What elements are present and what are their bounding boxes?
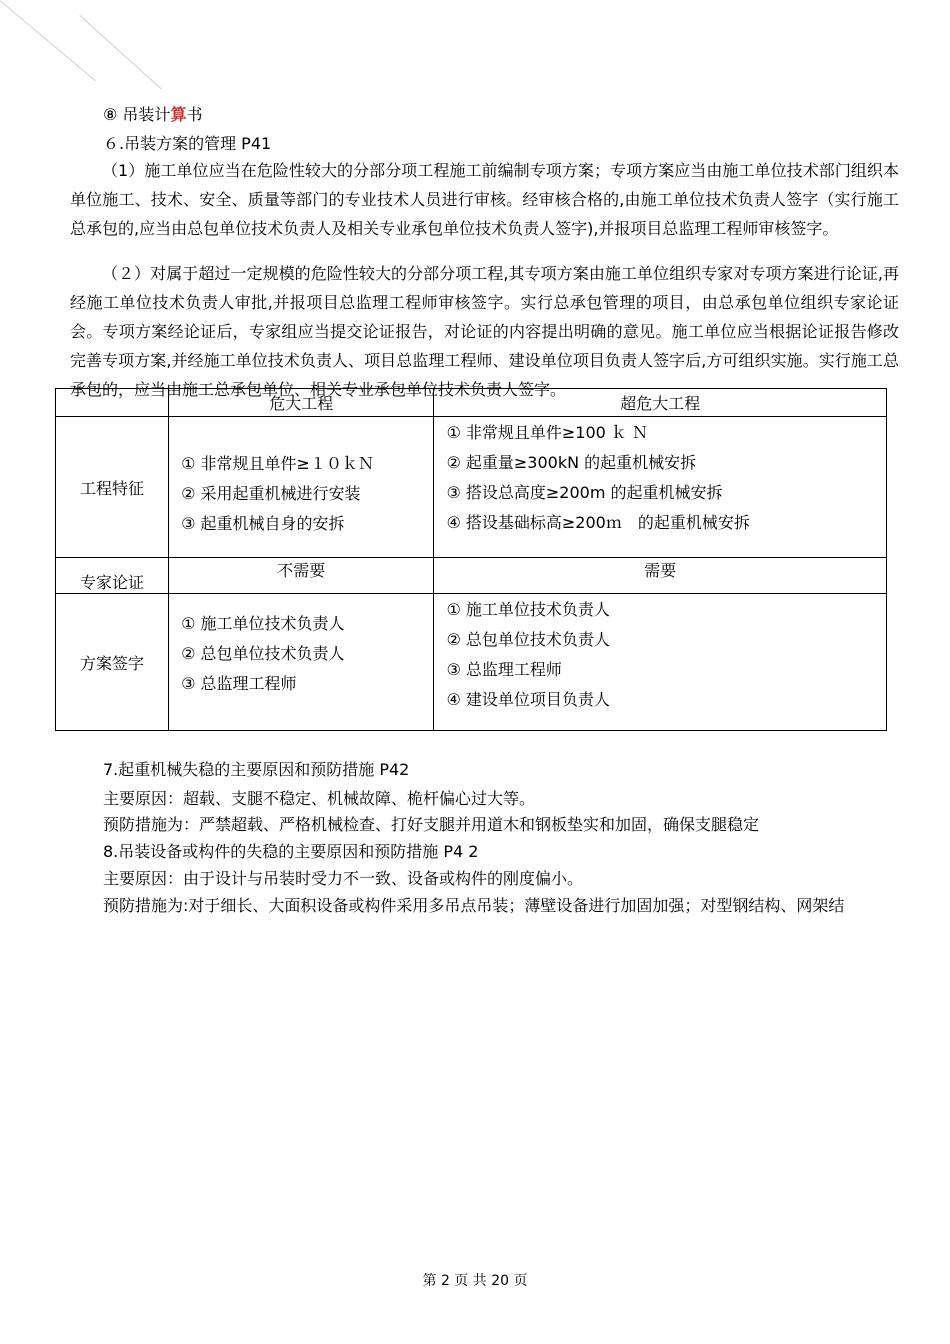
- table-cell: [434, 417, 887, 558]
- section-heading-6: ６.吊装方案的管理 P41: [103, 134, 272, 153]
- paragraph-2: （２）对属于超过一定规模的危险性较大的分部分项工程,其专项方案由施工单位组织专家对专项方案进行论证,再经施工单位技术负责人审批,并报项目总监理工程师审核签字。实行总承包管理的项目，由总承包单位组织专家论证会。专项方案经论证后，专家组应当提交论证报告，对论证的内容提出明确的意见。施工单位应当根据论证报告修改完善专项方案,并经施工单位技术负责人、项目总监理工程师、建设单位项目负责人签字后,方可组织实施。实行施工总承包的，应当由施工总承包单位、相关专业承包单位技术负责人签字。: [70, 264, 899, 399]
- list-item: ① 非常规且单件≥１０ｋＮ: [181, 454, 374, 473]
- row-label: 工程特征: [56, 417, 169, 558]
- list-item: ④ 建设单位项目负责人: [446, 690, 610, 709]
- table-cell: [434, 594, 887, 731]
- table-cell: 不需要: [169, 558, 434, 594]
- table-row: [56, 594, 887, 731]
- section-7-heading: 7.起重机械失稳的主要原因和预防措施 P42: [103, 760, 410, 779]
- list-item: ② 起重量≥300kN 的起重机械安拆: [446, 453, 697, 472]
- table-header-cell: 超危大工程: [434, 389, 887, 417]
- list-item: ③ 搭设总高度≥200m 的起重机械安拆: [446, 483, 723, 502]
- list-item: ① 施工单位技术负责人: [446, 600, 610, 619]
- table-header-cell: [56, 389, 169, 417]
- section-7-cause: 主要原因：超载、支腿不稳定、机械故障、桅杆偏心过大等。: [103, 789, 536, 808]
- table-cell: [169, 594, 434, 731]
- section-8-heading: 8.吊装设备或构件的失稳的主要原因和预防措施 P4 2: [103, 842, 479, 861]
- list-item: ① 非常规且单件≥100 ｋ Ｎ: [446, 423, 648, 442]
- table-header-row: [56, 389, 887, 417]
- page-footer: 第 2 页 共 20 页: [422, 1273, 528, 1289]
- comparison-table: [55, 388, 887, 731]
- table-row: [56, 558, 887, 594]
- list-item: ③ 总监理工程师: [446, 660, 562, 679]
- list-item: ② 总包单位技术负责人: [446, 630, 610, 649]
- list-item: ④ 搭设基础标高≥200ｍ 的起重机械安拆: [446, 513, 750, 532]
- list-item: ① 施工单位技术负责人: [181, 614, 345, 633]
- corner-decoration-line: [0, 0, 96, 81]
- paragraph-1: （1）施工单位应当在危险性较大的分部分项工程施工前编制专项方案；专项方案应当由施工单位技术部门组织本单位施工、技术、安全、质量等部门的专业技术人员进行审核。经审核合格的,由施工单位技术负责人签字（实行施工总承包的,应当由总包单位技术负责人及相关专业承包单位技术负责人签字),并报项目总监理工程师审核签字。: [70, 161, 899, 238]
- list-item: ② 总包单位技术负责人: [181, 644, 345, 663]
- table-header-cell: 危大工程: [169, 389, 434, 417]
- row-label: 方案签字: [56, 594, 169, 731]
- row-label: 专家论证: [56, 558, 169, 594]
- section-heading-8: ⑧ 吊装计算书: [103, 105, 203, 124]
- list-item: ② 采用起重机械进行安装: [181, 484, 361, 503]
- section-8-cause: 主要原因：由于设计与吊装时受力不一致、设备或构件的刚度偏小。: [103, 869, 584, 888]
- list-item: ③ 总监理工程师: [181, 674, 297, 693]
- table-row: [56, 417, 887, 558]
- list-item: ③ 起重机械自身的安拆: [181, 514, 345, 533]
- table-cell: 需要: [434, 558, 887, 594]
- section-8-prevention: 预防措施为:对于细长、大面积设备或构件采用多吊点吊装；薄壁设备进行加固加强；对型钢结构、网架结: [103, 896, 845, 915]
- table-cell: [169, 417, 434, 558]
- section-7-prevention: 预防措施为：严禁超载、严格机械检查、打好支腿并用道木和钢板垫实和加固，确保支腿稳定: [103, 815, 760, 834]
